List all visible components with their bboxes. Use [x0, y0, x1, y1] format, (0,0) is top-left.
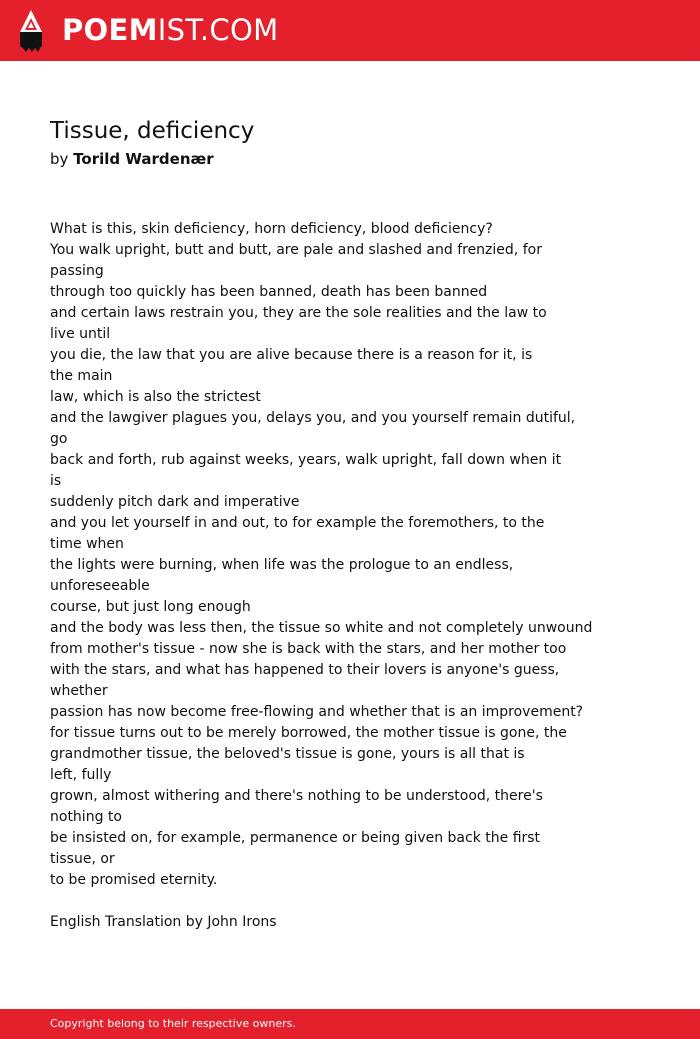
pencil-icon[interactable] — [18, 10, 44, 52]
poem-line: left, fully — [50, 767, 112, 783]
poem-line: is — [50, 473, 62, 489]
logo-bold-text: POEM — [62, 13, 158, 47]
poem-line: for tissue turns out to be merely borrowed, the mother tissue is gone, the — [50, 725, 567, 741]
poem-line: passion has now become free-flowing and whether that is an improvement? — [50, 704, 584, 720]
poem-line: be insisted on, for example, permanence or being given back the first — [50, 830, 541, 846]
poem-line: the main — [50, 368, 113, 384]
poem-line: and you let yourself in and out, to for example the foremothers, to the — [50, 515, 545, 531]
poem-line: live until — [50, 326, 111, 342]
poem-line: nothing to — [50, 809, 122, 825]
poem-author: Torild Wardenær — [73, 150, 214, 168]
poem-line: whether — [50, 683, 108, 699]
poem-line: you die, the law that you are alive because there is a reason for it, is — [50, 347, 533, 363]
poem-line: and the body was less then, the tissue so white and not completely unwound — [50, 620, 593, 636]
poem-line: with the stars, and what has happened to their lovers is anyone's guess, — [50, 662, 560, 678]
poem-line: and the lawgiver plagues you, delays you, and you yourself remain dutiful, — [50, 410, 576, 426]
poem-line: time when — [50, 536, 124, 552]
poem-line: suddenly pitch dark and imperative — [50, 494, 300, 510]
poem-line: unforeseeable — [50, 578, 150, 594]
translation-note: English Translation by John Irons — [50, 914, 277, 930]
poem-line: the lights were burning, when life was the prologue to an endless, — [50, 557, 514, 573]
poem-line: What is this, skin deficiency, horn deficiency, blood deficiency? — [50, 221, 493, 237]
byline — [50, 149, 214, 169]
site-header — [0, 0, 700, 61]
site-footer — [0, 1009, 700, 1039]
poem-line: tissue, or — [50, 851, 115, 867]
poem-line: through too quickly has been banned, death has been banned — [50, 284, 488, 300]
poem-line: and certain laws restrain you, they are the sole realities and the law to — [50, 305, 547, 321]
byline-label: by — [50, 150, 69, 168]
poem-line: law, which is also the strictest — [50, 389, 261, 405]
poem-line: grown, almost withering and there's nothing to be understood, there's — [50, 788, 543, 804]
poem-title: Tissue, deficiency — [50, 118, 255, 144]
site-logo[interactable] — [62, 12, 278, 48]
poem-line: from mother's tissue - now she is back with the stars, and her mother too — [50, 641, 567, 657]
copyright-text: Copyright belong to their respective owners. — [50, 1017, 296, 1030]
poem-line: back and forth, rub against weeks, years, walk upright, fall down when it — [50, 452, 562, 468]
poem-body — [50, 219, 670, 891]
poem-line: go — [50, 431, 68, 447]
poem-line: to be promised eternity. — [50, 872, 218, 888]
poem-line: course, but just long enough — [50, 599, 251, 615]
poem-line: You walk upright, butt and butt, are pale and slashed and frenzied, for — [50, 242, 542, 258]
logo-light-text: IST.COM — [157, 13, 279, 47]
poem-line: grandmother tissue, the beloved's tissue is gone, yours is all that is — [50, 746, 525, 762]
poem-line: passing — [50, 263, 104, 279]
